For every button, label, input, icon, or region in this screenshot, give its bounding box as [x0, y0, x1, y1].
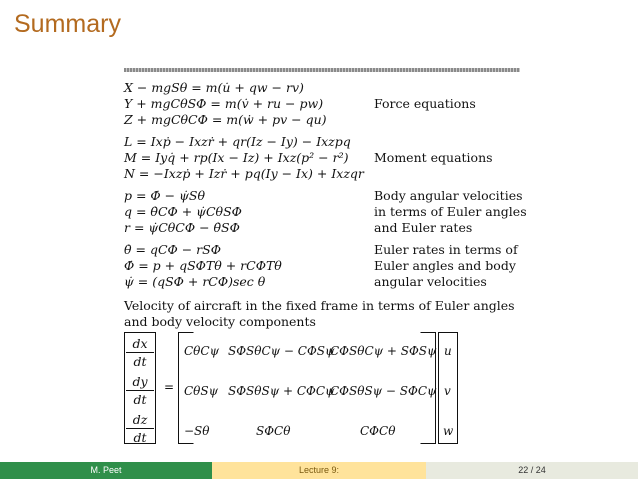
lhs-dz-dt: $\frac{dz}{dt}$	[126, 412, 154, 445]
vector-v: v	[444, 384, 451, 398]
velocity-description: Velocity of aircraft in the fixed frame in terms of Euler angles and body velocity components	[124, 298, 515, 329]
moment-equation-n: N = −Ixzṗ + Izṙ + pq(Iy − Ix) + Ixzqr	[124, 166, 364, 181]
matrix-r2c1: CθSψ	[184, 384, 219, 398]
euler-rate-equation-phi: Φ̇ = p + qSΦTθ + rCΦTθ Euler angles and body	[124, 258, 516, 273]
footer-author: M. Peet	[0, 462, 212, 479]
euler-rates-label-line-2: Euler angles and body	[374, 258, 516, 273]
matrix-r3c1: −Sθ	[184, 424, 210, 438]
matrix-r1c3: CΦSθCψ + SΦSψ	[330, 344, 437, 358]
vector-w: w	[443, 424, 454, 438]
force-equations-label: Force equations	[374, 96, 476, 111]
euler-rates-label-line-3: angular velocities	[374, 274, 487, 289]
vector-u: u	[444, 344, 452, 358]
matrix-r3c3: CΦCθ	[360, 424, 396, 438]
velocity-matrix-equation	[124, 330, 520, 448]
equals-sign: =	[164, 380, 175, 394]
slide-header	[0, 0, 638, 50]
matrix-r2c2: SΦSθSψ + CΦCψ	[228, 384, 335, 398]
moment-equations-label: Moment equations	[374, 150, 493, 165]
scan-top-rule	[124, 68, 520, 72]
moment-equation-l: L = Ixṗ − Ixzṙ + qr(Iz − Iy) − Ixzpq	[124, 134, 351, 149]
matrix-r2c3: CΦSθSψ − SΦCψ	[330, 384, 437, 398]
body-rates-label-line-1: Body angular velocities	[374, 188, 523, 203]
force-equation-x: X − mgSθ = m(u̇ + qw − rv)	[124, 80, 304, 95]
body-rates-label-line-3: and Euler rates	[374, 220, 473, 235]
matrix-r1c2: SΦSθCψ − CΦSψ	[228, 344, 335, 358]
euler-rates-label-line-1: Euler rates in terms of	[374, 242, 518, 257]
lhs-dy-dt: $\frac{dy}{dt}$	[126, 374, 154, 407]
equation-block	[124, 80, 527, 290]
moment-equation-m: M = Iyq̇ + rp(Ix − Iz) + Ixz(p² − r²) Moment equations	[124, 150, 493, 165]
body-rate-equation-r: r = ψ̇CθCΦ − θ̇SΦ and Euler rates	[124, 220, 473, 235]
force-equation-y: Y + mgCθSΦ = m(v̇ + ru − pw) Force equations	[124, 96, 476, 111]
lhs-dx-dt: $\frac{dx}{dt}$	[126, 336, 154, 369]
footer-lecture: Lecture 9:	[212, 462, 426, 479]
body-rate-equation-p: p = Φ̇ − ψ̇Sθ Body angular velocities	[124, 188, 523, 203]
body-rate-equation-q: q = θ̇CΦ + ψ̇CθSΦ in terms of Euler angles	[124, 204, 527, 219]
slide-title: Summary	[14, 10, 121, 38]
euler-rate-equation-theta: θ̇ = qCΦ − rSΦ Euler rates in terms of	[124, 242, 518, 257]
body-rates-label-line-2: in terms of Euler angles	[374, 204, 527, 219]
force-equation-z: Z + mgCθCΦ = m(ẇ + pv − qu)	[124, 112, 327, 127]
footer-page-number: 22 / 24	[426, 462, 638, 479]
euler-rate-equation-psi: ψ̇ = (qSΦ + rCΦ)sec θ angular velocities	[124, 274, 487, 289]
matrix-r1c1: CθCψ	[184, 344, 219, 358]
matrix-r3c2: SΦCθ	[256, 424, 291, 438]
slide-footer	[0, 462, 638, 479]
